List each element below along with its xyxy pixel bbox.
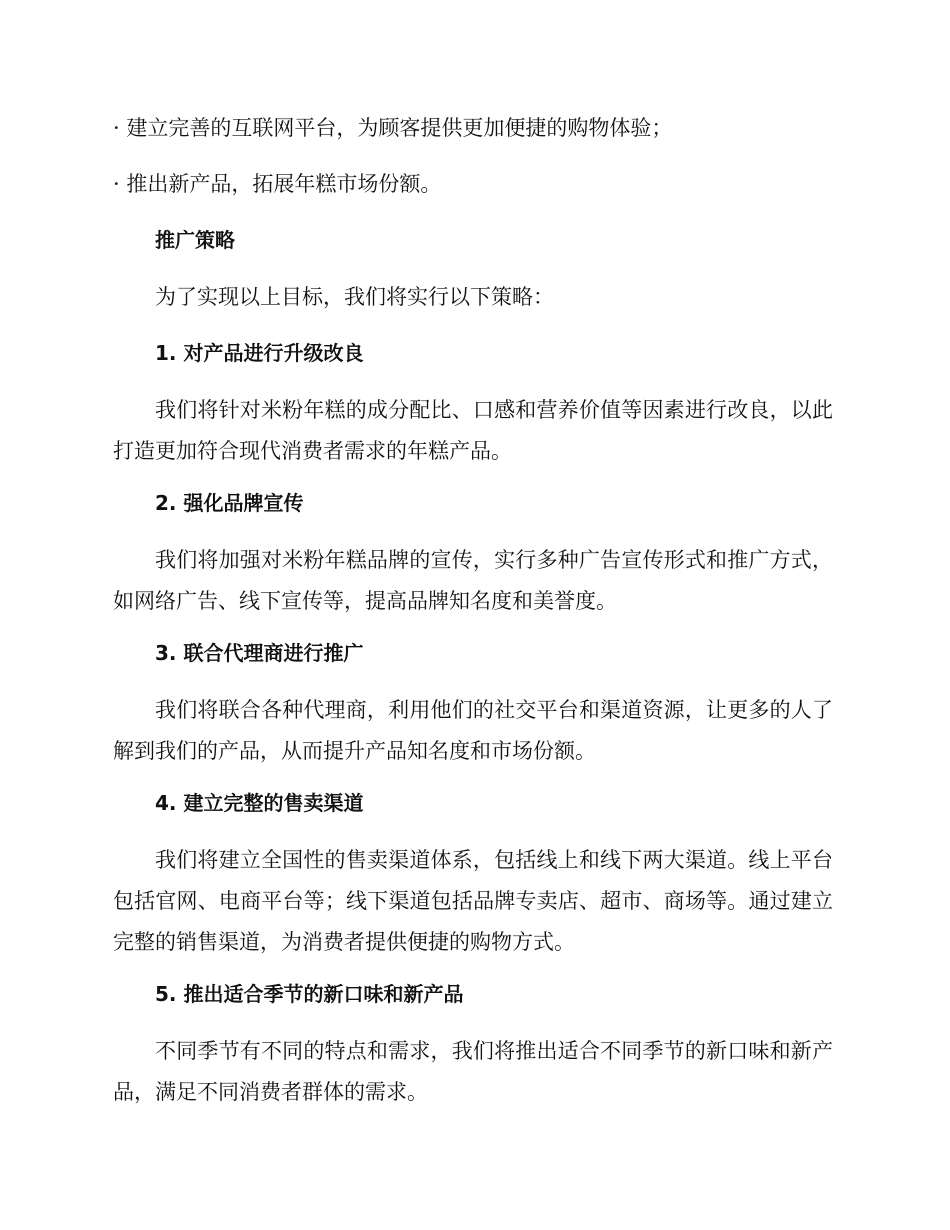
bullet-item-platform: · 建立完善的互联网平台，为顾客提供更加便捷的购物体验； bbox=[113, 116, 673, 140]
strategy-paragraph-1: 我们将针对米粉年糕的成分配比、口感和营养价值等因素进行改良，以此打造更加符合现代消费者需求的年糕产品。 bbox=[113, 398, 833, 463]
strategy-heading-3: 3. 联合代理商进行推广 bbox=[155, 641, 364, 665]
strategy-heading-2: 2. 强化品牌宣传 bbox=[155, 491, 304, 515]
intro-paragraph: 为了实现以上目标，我们将实行以下策略： bbox=[155, 285, 554, 309]
strategy-heading-1: 1. 对产品进行升级改良 bbox=[155, 341, 364, 365]
strategy-paragraph-3: 我们将联合各种代理商，利用他们的社交平台和渠道资源，让更多的人了解到我们的产品，从而提升产品知名度和市场份额。 bbox=[113, 698, 833, 763]
strategy-heading-4: 4. 建立完整的售卖渠道 bbox=[155, 791, 364, 815]
section-title: 推广策略 bbox=[155, 228, 235, 252]
strategy-paragraph-2: 我们将加强对米粉年糕品牌的宣传，实行多种广告宣传形式和推广方式，如网络广告、线下宣传等，提高品牌知名度和美誉度。 bbox=[113, 548, 833, 613]
strategy-paragraph-5: 不同季节有不同的特点和需求，我们将推出适合不同季节的新口味和新产品，满足不同消费者群体的需求。 bbox=[113, 1039, 833, 1104]
document-body bbox=[113, 109, 833, 1125]
strategy-heading-5: 5. 推出适合季节的新口味和新产品 bbox=[155, 982, 464, 1006]
strategy-paragraph-4: 我们将建立全国性的售卖渠道体系，包括线上和线下两大渠道。线上平台包括官网、电商平台等；线下渠道包括品牌专卖店、超市、商场等。通过建立完整的销售渠道，为消费者提供便捷的购物方式。 bbox=[113, 848, 833, 954]
bullet-item-new-products: · 推出新产品，拓展年糕市场份额。 bbox=[113, 172, 442, 196]
